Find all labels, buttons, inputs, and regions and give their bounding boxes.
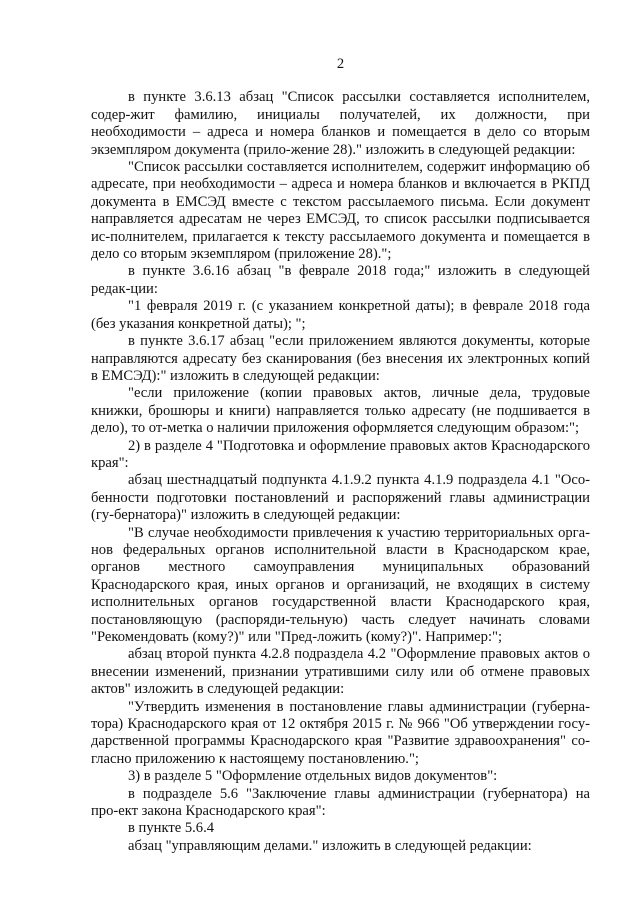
paragraph: "1 февраля 2019 г. (с указанием конкретной даты); в феврале 2018 года (без указания конкретной даты); "; bbox=[91, 298, 590, 332]
paragraph: абзац второй пункта 4.2.8 подраздела 4.2 "Оформление правовых актов о внесении изменений, признании утратившими силу или об отмене правовых актов" изложить в следующей редакции: bbox=[91, 646, 590, 698]
paragraph: 2) в разделе 4 "Подготовка и оформление правовых актов Краснодарского края": bbox=[91, 437, 590, 471]
paragraph: "В случае необходимости привлечения к участию территориальных орга-нов федеральных органов исполнительной власти в Краснодарском крае, органов местного самоуправления муниципальных образований Краснодарского края, иных органов и организаций, не входящих в систему исполнительных органов государственной власти Краснодарского края, постановляющую (распоряди-тельную) часть следует начинать словами "Рекомендовать (кому?)" или "Пред-ложить (кому?)". Например:"; bbox=[91, 524, 590, 645]
paragraph: 3) в разделе 5 "Оформление отдельных видов документов": bbox=[128, 768, 498, 785]
paragraph: абзац шестнадцатый подпункта 4.1.9.2 пункта 4.1.9 подраздела 4.1 "Осо-бенности подготовки постановлений и распоряжений главы администрации (гу-бернатора)" изложить в следующей редакции: bbox=[91, 472, 590, 524]
paragraph: в подразделе 5.6 "Заключение главы администрации (губернатора) на про-ект закона Краснодарского края": bbox=[91, 785, 590, 820]
paragraph: "если приложение (копии правовых актов, личные дела, трудовые книжки, брошюры и книги) направляется только адресату (не подшивается в дело), то от-метка о наличии приложения оформляется следующим образом:"; bbox=[91, 385, 590, 437]
paragraph: в пункте 3.6.17 абзац "если приложением являются документы, которые направляются адресату без сканирования (без внесения их электронных копий в ЕМСЭД):" изложить в следующей редакции: bbox=[91, 333, 590, 384]
paragraph: "Утвердить изменения в постановление главы администрации (губерна-тора) Краснодарского края от 12 октября 2015 г. № 966 "Об утверждении госу-дарственной программы Краснодарского края "Развитие здравоохранения" со-гласно приложению к настоящему постановлению."; bbox=[91, 698, 590, 767]
paragraph: в пункте 5.6.4 bbox=[128, 820, 215, 837]
paragraph: "Список рассылки составляется исполнителем, содержит информацию об адресате, при необходимости – адреса и номера бланков и включается в РКПД документа в ЕМСЭД вместе с текстом рассылаемого письма. Если документ направляется адресатам не через ЕМСЭД, то список рассылки подписывается ис-полнителем, прилагается к тексту рассылаемого документа и помещается в дело со вторым экземпляром (приложение 28)."; bbox=[91, 159, 590, 263]
paragraph: абзац "управляющим делами." изложить в следующей редакции: bbox=[128, 837, 532, 854]
paragraph: в пункте 3.6.16 абзац "в феврале 2018 года;" изложить в следующей редак-ции: bbox=[91, 263, 590, 297]
page-number: 2 bbox=[336, 56, 345, 72]
paragraph: в пункте 3.6.13 абзац "Список рассылки составляется исполнителем, содер-жит фамилию, инициалы получателей, их должности, при необходимости – адреса и номера бланков и помещается в дело со вторым экземпляром документа (прило-жение 28)." изложить в следующей редакции: bbox=[91, 89, 590, 158]
document-body bbox=[91, 89, 590, 855]
